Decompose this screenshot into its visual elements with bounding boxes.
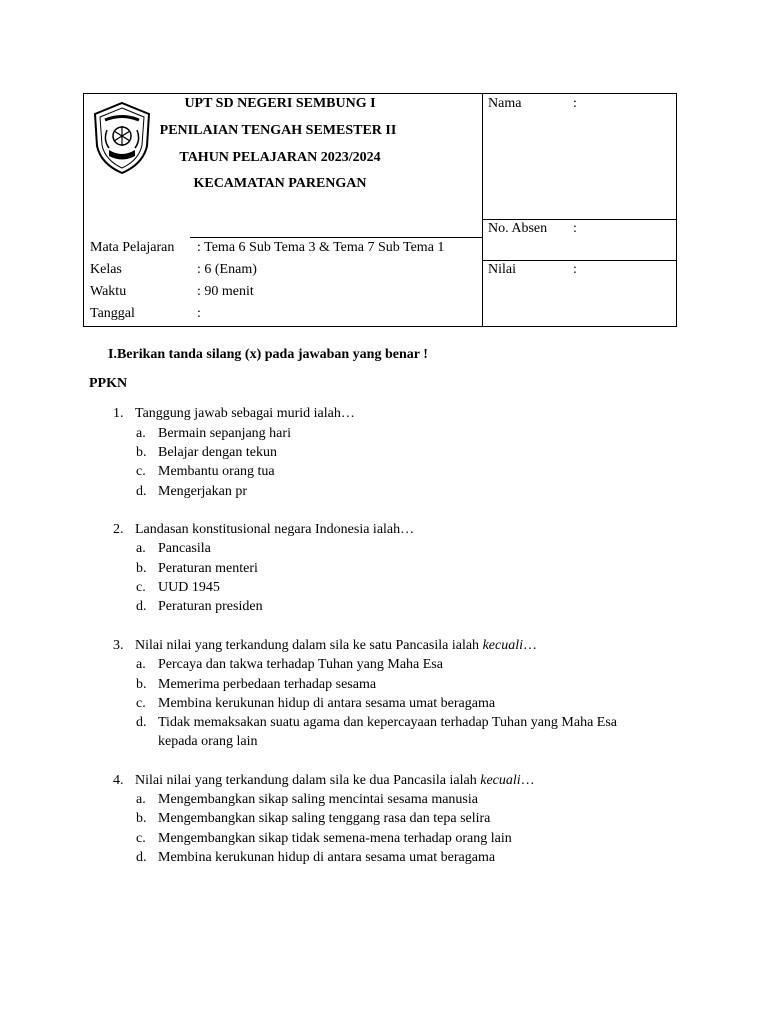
option-letter: a. [136,657,146,672]
option-4d[interactable] [136,850,495,866]
absen-separator: : [573,221,577,236]
option-text: Percaya dan takwa terhadap Tuhan yang Maha Esa [158,657,443,672]
question-number: 1. [113,406,124,421]
option-letter: a. [136,792,146,807]
question-text: Tanggung jawab sebagai murid ialah… [135,406,355,421]
option-letter: d. [136,850,147,865]
tanggal-label: Tanggal [90,306,135,321]
absen-label: No. Absen [488,221,548,236]
district-name: KECAMATAN PARENGAN [193,176,367,191]
option-letter: a. [136,541,146,556]
option-text: Mengembangkan sikap saling tenggang rasa dan tepa selira [158,811,491,826]
option-text: Mengerjakan pr [158,484,248,499]
question-number: 3. [113,638,124,653]
question-1 [113,406,355,422]
option-letter: c. [136,464,146,479]
option-text: Mengembangkan sikap saling mencintai sesama manusia [158,792,478,807]
option-text: UUD 1945 [158,580,220,595]
subject-heading: PPKN [89,376,128,391]
option-text: Tidak memaksakan suatu agama dan kepercayaan terhadap Tuhan yang Maha Esa [158,715,618,730]
nilai-separator: : [573,262,577,277]
option-text: Peraturan menteri [158,561,258,576]
option-letter: b. [136,445,147,460]
option-text: Memerima perbedaan terhadap sesama [158,677,377,692]
option-3b[interactable] [136,677,376,693]
option-letter: d. [136,484,147,499]
option-3a[interactable] [136,657,443,673]
kelas-label: Kelas [90,262,122,277]
option-3d-continuation: kepada orang lain [158,734,258,749]
option-2a[interactable] [136,541,211,557]
option-1c[interactable] [136,464,275,480]
table-divider [190,237,482,238]
question-text: Landasan konstitusional negara Indonesia ialah… [135,522,415,537]
option-text: Peraturan presiden [158,599,263,614]
nama-separator: : [573,96,577,111]
option-letter: a. [136,426,146,441]
academic-year: TAHUN PELAJARAN 2023/2024 [179,150,381,165]
tanggal-value: : [197,306,201,321]
option-2c[interactable] [136,580,220,596]
option-letter: b. [136,811,147,826]
question-emphasis: kecuali [482,638,523,653]
question-text: Nilai nilai yang terkandung dalam sila ke dua Pancasila ialah [135,773,481,788]
nilai-label: Nilai [488,262,516,277]
question-4 [113,773,535,789]
table-divider [482,93,483,327]
option-text: Bermain sepanjang hari [158,426,291,441]
mapel-label: Mata Pelajaran [90,240,175,255]
waktu-value: : 90 menit [197,284,254,299]
school-name: UPT SD NEGERI SEMBUNG I [184,96,376,111]
question-3 [113,638,537,654]
question-2 [113,522,414,538]
option-3c[interactable] [136,696,495,712]
option-letter: b. [136,677,147,692]
option-1b[interactable] [136,445,277,461]
option-text: Membina kerukunan hidup di antara sesama umat beragama [158,850,496,865]
option-2b[interactable] [136,561,258,577]
kelas-value: : 6 (Enam) [197,262,257,277]
mapel-value: : Tema 6 Sub Tema 3 & Tema 7 Sub Tema 1 [197,240,445,255]
question-number: 2. [113,522,124,537]
option-text: Mengembangkan sikap tidak semena-mena terhadap orang lain [158,831,512,846]
question-emphasis: kecuali [480,773,521,788]
option-text: Belajar dengan tekun [158,445,277,460]
option-4b[interactable] [136,811,490,827]
option-letter: b. [136,561,147,576]
question-text: Nilai nilai yang terkandung dalam sila ke satu Pancasila ialah [135,638,483,653]
option-letter: c. [136,580,146,595]
nama-label: Nama [488,96,522,111]
option-1a[interactable] [136,426,291,442]
option-letter: d. [136,715,147,730]
option-3d[interactable] [136,715,617,731]
option-1d[interactable] [136,484,247,500]
option-text: Pancasila [158,541,211,556]
option-2d[interactable] [136,599,263,615]
instruction-text: I.Berikan tanda silang (x) pada jawaban yang benar ! [108,347,428,362]
table-divider [482,219,677,220]
option-letter: c. [136,696,146,711]
option-4a[interactable] [136,792,478,808]
option-letter: d. [136,599,147,614]
question-number: 4. [113,773,124,788]
option-letter: c. [136,831,146,846]
option-text: Membina kerukunan hidup di antara sesama umat beragama [158,696,496,711]
option-4c[interactable] [136,831,512,847]
table-divider [482,260,677,261]
option-text: Membantu orang tua [158,464,275,479]
question-tail: … [522,638,537,653]
exam-title: PENILAIAN TENGAH SEMESTER II [159,123,397,138]
question-tail: … [520,773,535,788]
waktu-label: Waktu [90,284,127,299]
